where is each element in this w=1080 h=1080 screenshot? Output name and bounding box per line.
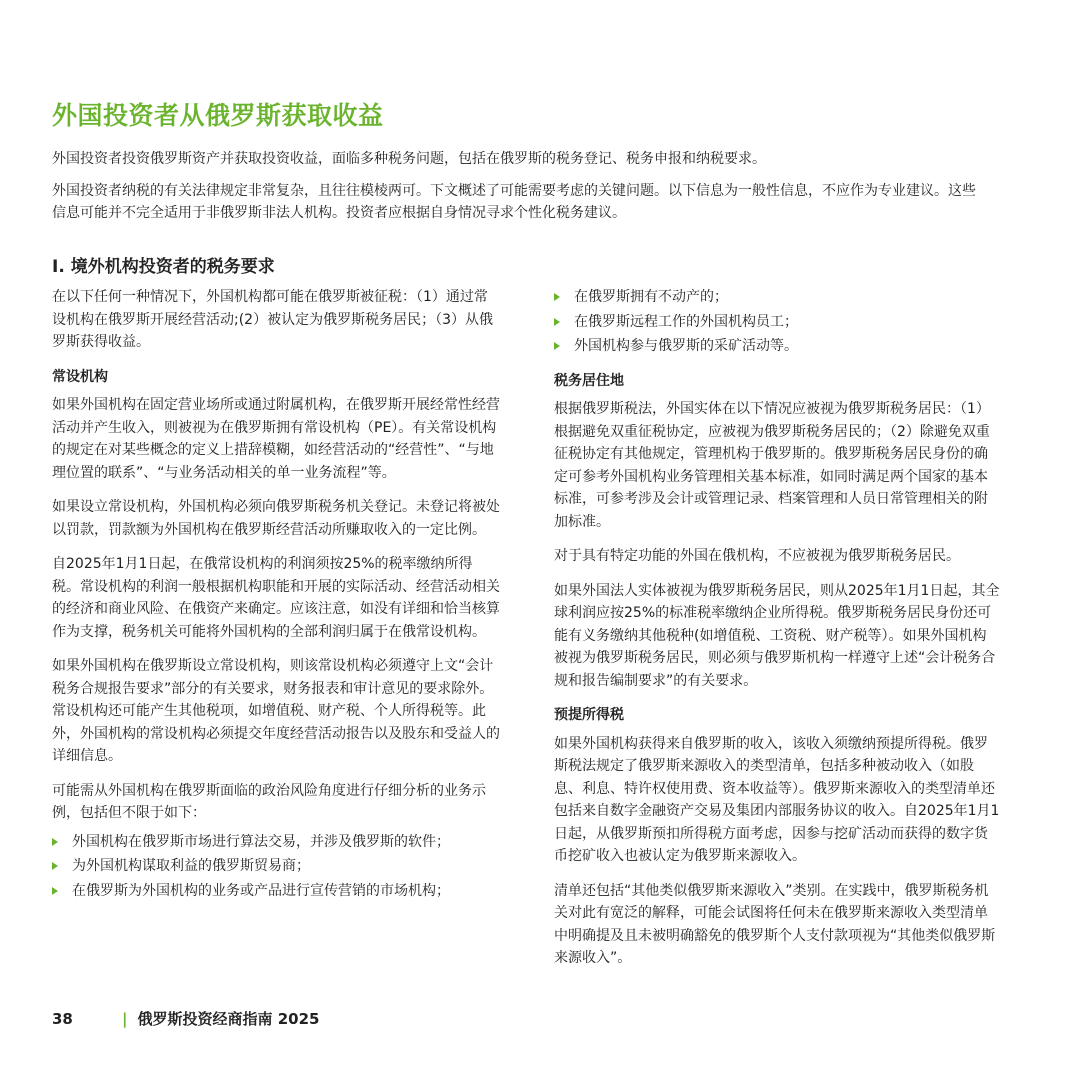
publication-title: 俄罗斯投资经商指南 2025 [137,1010,320,1028]
intro [52,148,982,234]
right-column [554,286,1000,982]
list-item [52,855,500,878]
paragraph: 根据俄罗斯税法，外国实体在以下情况应被视为俄罗斯税务居民：（1）根据避免双重征税协定，应被视为俄罗斯税务居民的；（2）除避免双重征税协定有其他规定，管理机构于俄罗斯的。俄罗斯税务居民身份的确定可参考外国机构业务管理相关基本标准，如同时满足两个国家的基本标准，可参考涉及会计或管理记录、档案管理和人员日常管理相关的附加标准。 [554,401,990,530]
intro-paragraph: 外国投资者投资俄罗斯资产并获取投资收益，面临多种税务问题，包括在俄罗斯的税务登记、税务申报和纳税要求。 [52,151,766,167]
triangle-bullet-icon [52,887,58,895]
triangle-bullet-icon [554,293,560,301]
list-item-text: 外国机构在俄罗斯市场进行算法交易，并涉及俄罗斯的软件； [72,833,450,850]
paragraph: 如果外国机构在固定营业场所或通过附属机构，在俄罗斯开展经常性经营活动并产生收入，则被视为在俄罗斯拥有常设机构（PE）。有关常设机构的规定在对某些概念的定义上措辞模糊，如经营活动的“经营性”、“与地理位置的联系”、“与业务活动相关的单一业务流程”等。 [52,397,500,481]
list-item [554,335,1000,358]
page-number: 38 [52,1009,73,1028]
triangle-bullet-icon [554,318,560,326]
bullet-list [554,286,1000,358]
left-column [52,286,500,914]
list-item [52,831,500,854]
subheading-withholding-tax: 预提所得税 [554,707,624,723]
section-title: I. 境外机构投资者的税务要求 [52,257,275,277]
lead-paragraph: 在以下任何一种情况下，外国机构都可能在俄罗斯被征税：（1）通过常设机构在俄罗斯开展经营活动;(2）被认定为俄罗斯税务居民；（3）从俄罗斯获得收益。 [52,289,493,350]
list-item-text: 在俄罗斯为外国机构的业务或产品进行宣传营销的市场机构； [72,882,450,899]
paragraph: 如果设立常设机构，外国机构必须向俄罗斯税务机关登记。未登记将被处以罚款，罚款额为外国机构在俄罗斯经营活动所赚取收入的一定比例。 [52,499,500,538]
paragraph: 对于具有特定功能的外国在俄机构，不应被视为俄罗斯税务居民。 [554,548,960,564]
paragraph: 自2025年1月1日起，在俄常设机构的利润须按25%的税率缴纳所得税。常设机构的利润一般根据机构职能和开展的实际活动、经营活动相关的经济和商业风险、在俄资产来确定。应该注意，如没有详细和恰当核算作为支撑，税务机关可能将外国机构的全部利润归属于在俄常设机构。 [52,556,500,640]
paragraph: 清单还包括“其他类似俄罗斯来源收入”类别。在实践中，俄罗斯税务机关对此有宽泛的解释，可能会试图将任何未在俄罗斯来源收入类型清单中明确提及且未被明确豁免的俄罗斯个人支付款项视为“其他类似俄罗斯来源收入”。 [554,882,996,966]
list-item-text: 在俄罗斯拥有不动产的； [574,289,728,305]
footer [52,1008,319,1029]
triangle-bullet-icon [554,342,560,350]
paragraph: 如果外国法人实体被视为俄罗斯税务居民，则从2025年1月1日起，其全球利润应按25%的标准税率缴纳企业所得税。俄罗斯税务居民身份还可能有义务缴纳其他税种(如增值税、工资税、财产税等）。如果外国机构被视为俄罗斯税务居民，则必须与俄罗斯机构一样遵守上述“会计税务合规和报告编制要求”的有关要求。 [554,582,1000,689]
subheading-tax-residence: 税务居住地 [554,372,624,389]
list-item [52,880,500,903]
paragraph: 如果外国机构在俄罗斯设立常设机构，则该常设机构必须遵守上文“会计税务合规报告要求”部分的有关要求，财务报表和审计意见的要求除外。常设机构还可能产生其他税项，如增值税、财产税、个人所得税等。此外，外国机构的常设机构必须提交年度经营活动报告以及股东和受益人的详细信息。 [52,658,500,764]
list-item-text: 在俄罗斯远程工作的外国机构员工； [574,313,798,330]
paragraph: 如果外国机构获得来自俄罗斯的收入，该收入须缴纳预提所得税。俄罗斯税法规定了俄罗斯来源收入的类型清单，包括多种被动收入（如股息、利息、特许权使用费、资本收益等）。俄罗斯来源收入的类型清单还包括来自数字金融资产交易及集团内部服务协议的收入。自2025年1月1日起，从俄罗斯预扣所得税方面考虑，因参与挖矿活动而获得的数字货币挖矿收入也被认定为俄罗斯来源收入。 [554,735,1000,864]
triangle-bullet-icon [52,862,58,870]
list-item-text: 外国机构参与俄罗斯的采矿活动等。 [574,338,798,354]
footer-separator: | [122,1009,128,1028]
page-title: 外国投资者从俄罗斯获取收益 [52,101,384,130]
list-item [554,286,1000,309]
bullet-list [52,831,500,903]
list-item-text: 为外国机构谋取利益的俄罗斯贸易商； [72,858,310,874]
subheading-permanent-establishment: 常设机构 [52,368,108,385]
list-item [554,311,1000,334]
intro-paragraph: 外国投资者纳税的有关法律规定非常复杂，且往往模棱两可。下文概述了可能需要考虑的关键问题。以下信息为一般性信息，不应作为专业建议。这些信息可能并不完全适用于非俄罗斯非法人机构。投资者应根据自身情况寻求个性化税务建议。 [52,183,976,221]
triangle-bullet-icon [52,838,58,846]
paragraph: 可能需从外国机构在俄罗斯面临的政治风险角度进行仔细分析的业务示例，包括但不限于如下： [52,782,486,821]
